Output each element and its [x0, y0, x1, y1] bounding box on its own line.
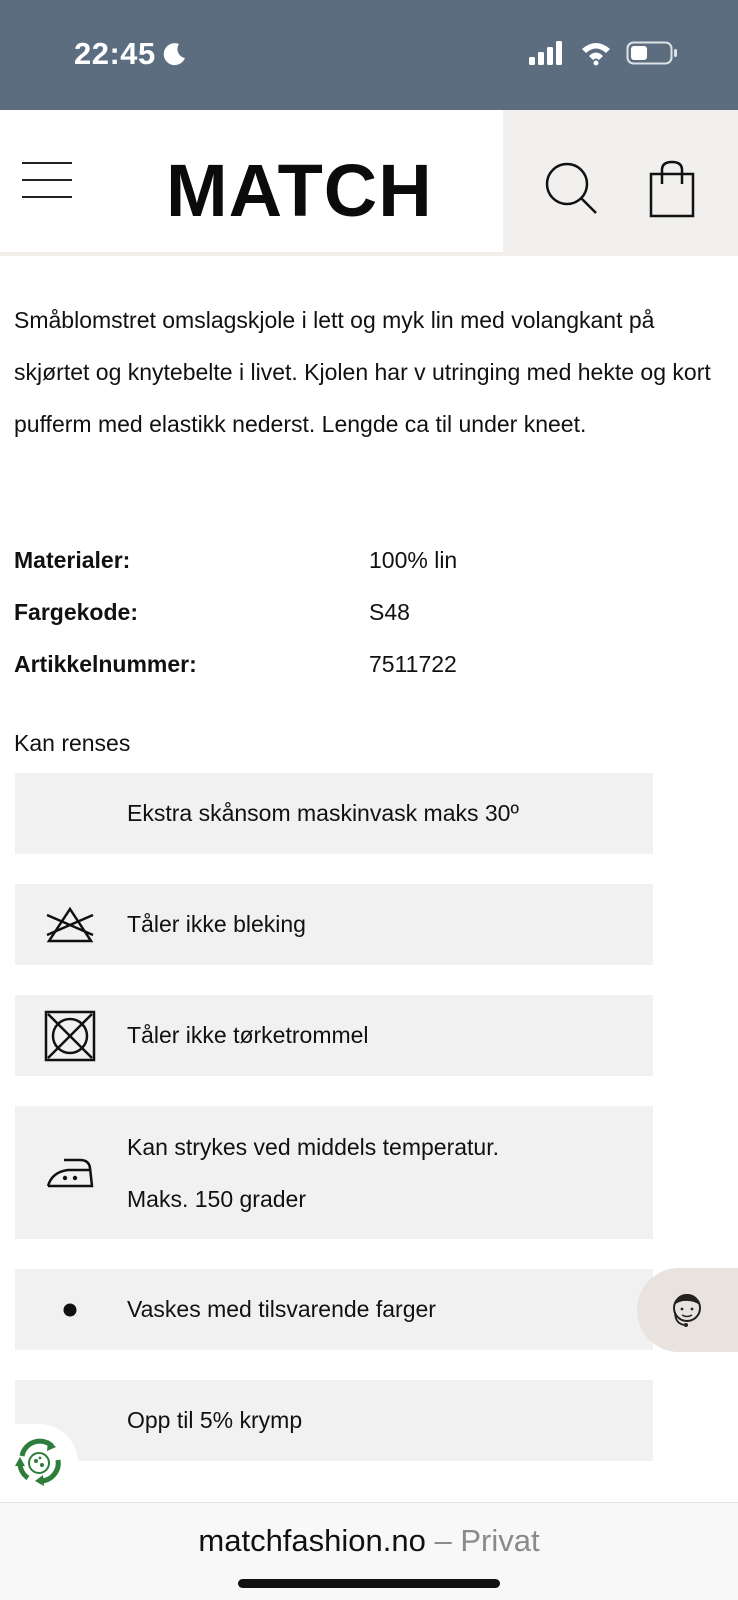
battery-icon [626, 40, 678, 66]
home-indicator[interactable] [238, 1579, 500, 1588]
clock: 22:45 [74, 36, 156, 71]
spec-label: Artikkelnummer: [14, 650, 197, 677]
recycle-icon [12, 1436, 66, 1490]
spec-label: Materialer: [14, 546, 131, 573]
care-item-line: Maks. 150 grader [127, 1185, 306, 1212]
product-description: Småblomstret omslagskjole i lett og myk lin med volangkant på skjørtet og knytebelte i livet. Kjolen har v utringing med hekte og kort pufferm med elastikk nederst. Lengde ca til under kneet. [14, 307, 711, 437]
care-item [15, 1380, 653, 1461]
moon-icon [162, 41, 188, 67]
care-item-line: Kan strykes ved middels temperatur. [127, 1133, 499, 1160]
customer-support-agent-icon [667, 1288, 707, 1332]
match-logo[interactable]: MATCH [166, 149, 433, 232]
care-item-text: Opp til 5% krymp [127, 1407, 303, 1433]
care-item [15, 1106, 653, 1239]
bullet-icon [43, 1283, 97, 1337]
site-header [0, 110, 738, 256]
care-item-text: Vaskes med tilsvarende farger [127, 1296, 436, 1322]
care-instructions-list [15, 773, 653, 1491]
url-display[interactable] [0, 1523, 738, 1559]
customer-service-chat-button[interactable] [637, 1268, 738, 1352]
hamburger-menu-button[interactable] [22, 162, 72, 202]
hamburger-icon [22, 162, 72, 164]
product-specs [14, 534, 714, 690]
spec-row-colorcode [14, 586, 714, 638]
no-tumble-dry-icon [43, 1009, 97, 1063]
spec-row-material [14, 534, 714, 586]
private-mode-label: Privat [460, 1523, 540, 1558]
wifi-icon [580, 40, 612, 66]
header-actions-panel [503, 110, 738, 256]
spec-row-article-number [14, 638, 714, 690]
status-time [74, 36, 188, 72]
care-item-text: Tåler ikke bleking [127, 911, 306, 937]
iron-medium-icon [43, 1146, 97, 1200]
signal-icon [528, 40, 566, 66]
spec-value: 100% lin [369, 546, 458, 573]
care-item-text: Tåler ikke tørketrommel [127, 1022, 369, 1048]
care-item [15, 995, 653, 1076]
spec-value: S48 [369, 598, 410, 625]
url-domain: matchfashion.no [198, 1523, 426, 1558]
spec-label: Fargekode: [14, 598, 138, 625]
status-bar [0, 0, 738, 110]
url-separator: – [425, 1523, 461, 1558]
cart-button[interactable] [648, 160, 696, 218]
search-icon [543, 160, 601, 218]
spec-value: 7511722 [369, 650, 457, 677]
browser-address-bar[interactable] [0, 1502, 738, 1600]
care-item [15, 884, 653, 965]
care-title: Kan renses [14, 730, 131, 756]
care-item-text [127, 1121, 499, 1225]
shopping-bag-icon [648, 160, 696, 218]
care-item-text: Ekstra skånsom maskinvask maks 30º [127, 800, 519, 826]
care-item [15, 1269, 653, 1350]
care-item [15, 773, 653, 854]
no-bleach-icon [43, 898, 97, 952]
eco-recycle-badge[interactable] [0, 1424, 78, 1502]
status-icons [528, 40, 678, 66]
search-button[interactable] [543, 160, 601, 218]
